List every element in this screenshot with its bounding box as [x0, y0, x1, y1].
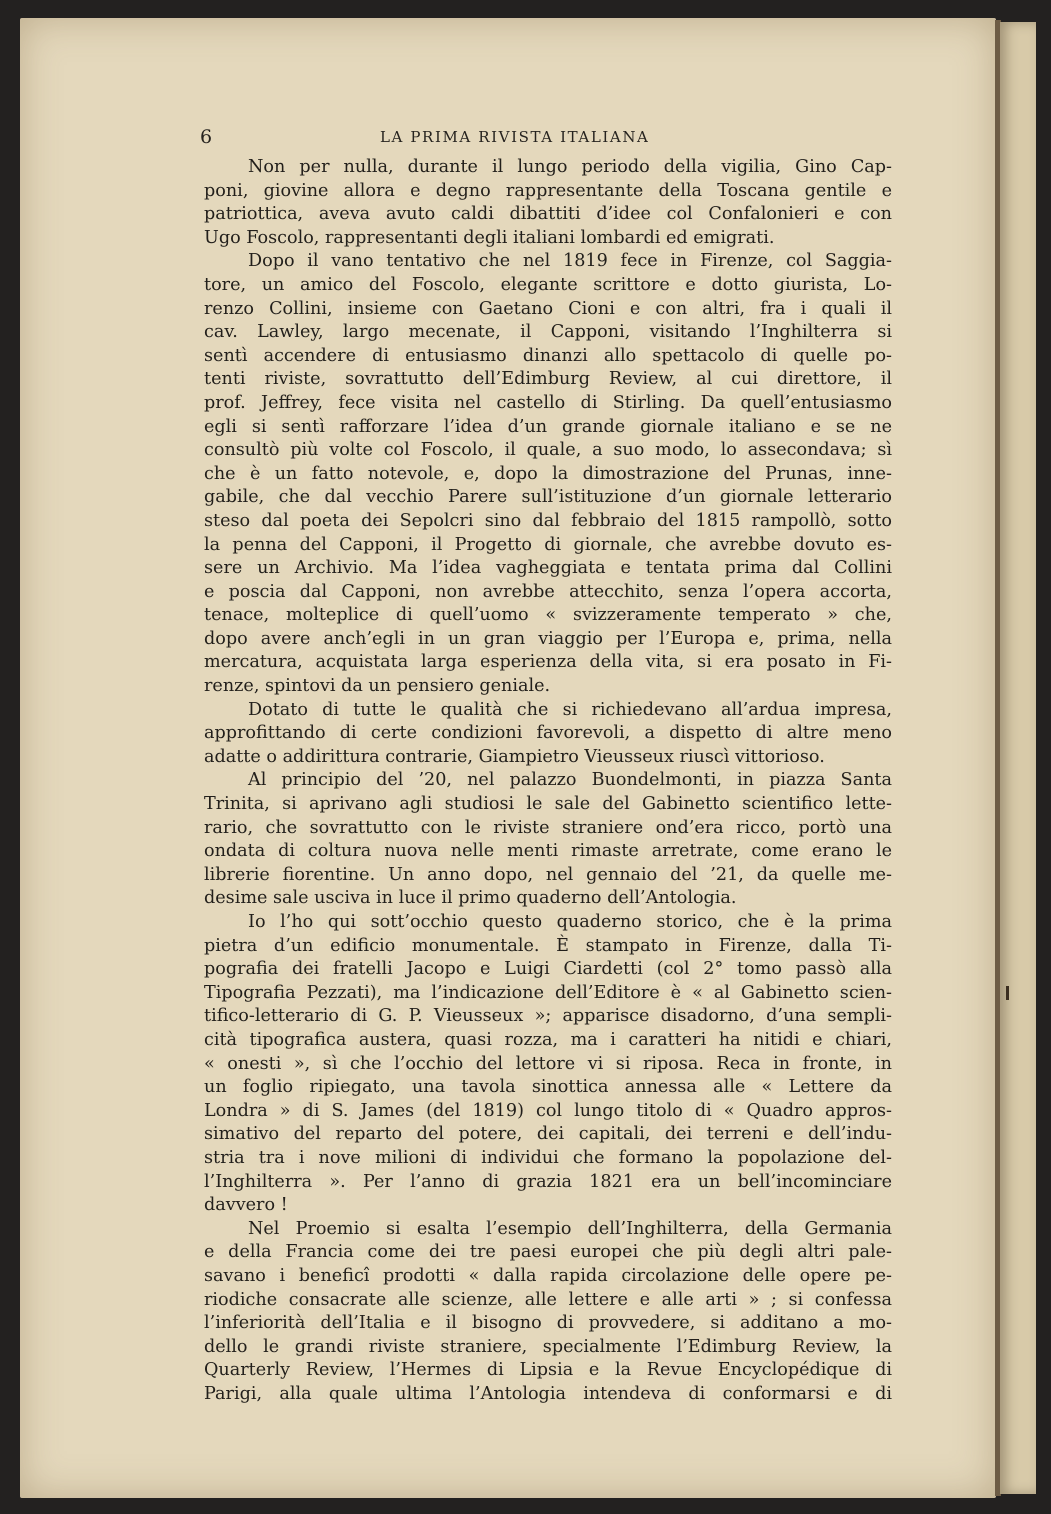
page-number: 6 — [200, 126, 213, 148]
text-line: patriottica, aveva avuto caldi dibattiti d’idee col Confalonieri e con — [204, 204, 892, 225]
text-line: desime sale usciva in luce il primo quaderno dell’Antologia. — [204, 888, 737, 909]
text-line: poni, giovine allora e degno rappresentante della Toscana gentile e — [204, 180, 892, 201]
text-line: che è un fatto notevole, e, dopo la dimostrazione del Prunas, inne- — [204, 463, 892, 484]
text-line: savano i beneficî prodotti « dalla rapida circolazione delle opere pe- — [204, 1265, 892, 1286]
text-line: Trinita, si aprivano agli studiosi le sale del Gabinetto scientifico lette- — [204, 794, 892, 815]
text-line: cità tipografica austera, quasi rozza, ma i caratteri ha nitidi e chiari, — [204, 1029, 892, 1050]
text-line: gabile, che dal vecchio Parere sull’istituzione d’un giornale letterario — [204, 487, 892, 508]
text-line: tenti riviste, sovrattutto dell’Edimburg Review, al cui direttore, il — [204, 369, 892, 390]
running-head — [200, 126, 890, 150]
text-line: tenace, molteplice di quell’uomo « svizzeramente temperato » che, — [204, 605, 892, 626]
text-line: tore, un amico del Foscolo, elegante scrittore e dotto giurista, Lo- — [204, 274, 892, 295]
text-line: Tipografia Pezzati), ma l’indicazione dell’Editore è « al Gabinetto scien- — [204, 982, 892, 1003]
text-line: renze, spintovi da un pensiero geniale. — [204, 676, 551, 697]
text-line: librerie fiorentine. Un anno dopo, nel gennaio del ’21, da quelle me- — [204, 864, 892, 885]
text-line: consultò più volte col Foscolo, il quale, a suo modo, lo assecondava; sì — [204, 440, 892, 461]
text-line: e poscia dal Capponi, non avrebbe attecchito, senza l’opera accorta, — [204, 581, 892, 602]
text-line: la penna del Capponi, il Progetto di giornale, che avrebbe dovuto es- — [204, 534, 892, 555]
text-line: simativo del reparto del potere, dei capitali, dei terreni e dell’indu- — [204, 1124, 892, 1145]
text-line: Nel Proemio si esalta l’esempio dell’Inghilterra, della Germania — [248, 1218, 892, 1239]
text-line: cav. Lawley, largo mecenate, il Capponi, visitando l’Inghilterra si — [204, 322, 892, 343]
text-line: prof. Jeffrey, fece visita nel castello di Stirling. Da quell’entusiasmo — [204, 392, 892, 413]
text-line: ondata di coltura nuova nelle menti rimaste arretrate, come erano le — [204, 841, 892, 862]
text-line: adatte o addirittura contrarie, Giampietro Vieusseux riuscì vittorioso. — [204, 746, 825, 767]
text-line: sentì accendere di entusiasmo dinanzi allo spettacolo di quelle po- — [204, 345, 892, 366]
text-line: dello le grandi riviste straniere, specialmente l’Edimburg Review, la — [204, 1336, 892, 1357]
text-line: sere un Archivio. Ma l’idea vagheggiata e tentata prima dal Collini — [204, 558, 892, 579]
text-line: Io l’ho qui sott’occhio questo quaderno storico, che è la prima — [248, 912, 892, 932]
text-line: Non per nulla, durante il lungo periodo della vigilia, Gino Cap- — [248, 157, 892, 177]
text-line: Londra » di S. James (del 1819) col lungo titolo di « Quadro appros- — [204, 1100, 892, 1121]
text-line: davvero ! — [204, 1195, 288, 1216]
body-text — [204, 156, 892, 1406]
text-line: un foglio ripiegato, una tavola sinottica annessa alle « Lettere da — [204, 1077, 892, 1098]
text-line: pografia dei fratelli Jacopo e Luigi Ciardetti (col 2° tomo passò alla — [204, 959, 892, 980]
running-title: LA PRIMA RIVISTA ITALIANA — [380, 128, 650, 146]
text-line: Ugo Foscolo, rappresentanti degli italiani lombardi ed emigrati. — [204, 227, 775, 248]
text-line: egli si sentì rafforzare l’idea d’un grande giornale italiano e se ne — [204, 416, 892, 437]
text-line: l’Inghilterra ». Per l’anno di grazia 1821 era un bell’incominciare — [204, 1171, 892, 1192]
text-line: rario, che sovrattutto con le riviste straniere ond’era ricco, portò una — [204, 817, 892, 838]
text-line: renzo Collini, insieme con Gaetano Cioni e con altri, fra i quali il — [204, 298, 892, 319]
text-line: e della Francia come dei tre paesi europei che più degli altri pale- — [204, 1242, 892, 1263]
text-line: Dopo il vano tentativo che nel 1819 fece in Firenze, col Saggia- — [248, 251, 892, 272]
text-line: Parigi, alla quale ultima l’Antologia intendeva di conformarsi e di — [204, 1383, 892, 1404]
text-line: mercatura, acquistata larga esperienza della vita, si era posato in Fi- — [204, 652, 892, 673]
text-line: approfittando di certe condizioni favorevoli, a dispetto di altre meno — [204, 723, 892, 744]
text-line: pietra d’un edificio monumentale. È stampato in Firenze, dalla Ti- — [204, 935, 892, 956]
text-line: Dotato di tutte le qualità che si richiedevano all’ardua impresa, — [248, 699, 892, 720]
text-line: riodiche consacrate alle scienze, alle lettere e alle arti » ; si confessa — [204, 1289, 892, 1310]
text-line: tifico-letterario di G. P. Vieusseux »; apparisce disadorno, d’una sempli- — [204, 1006, 892, 1027]
text-line: dopo avere anch’egli in un gran viaggio per l’Europa e, prima, nella — [204, 628, 892, 649]
margin-mark — [1006, 986, 1009, 1000]
text-line: steso dal poeta dei Sepolcri sino dal febbraio del 1815 rampollò, sotto — [204, 510, 892, 531]
text-line: « onesti », sì che l’occhio del lettore vi si riposa. Reca in fronte, in — [204, 1053, 892, 1074]
text-line: Quarterly Review, l’Hermes di Lipsia e la Revue Encyclopédique di — [204, 1360, 892, 1381]
facing-page-edge — [1000, 22, 1036, 1494]
text-line: l’inferiorità dell’Italia e il bisogno di provvedere, si additano a mo- — [204, 1313, 892, 1334]
text-line: Al principio del ’20, nel palazzo Buondelmonti, in piazza Santa — [248, 770, 892, 791]
text-line: stria tra i nove milioni di individui che formano la popolazione del- — [204, 1147, 892, 1168]
